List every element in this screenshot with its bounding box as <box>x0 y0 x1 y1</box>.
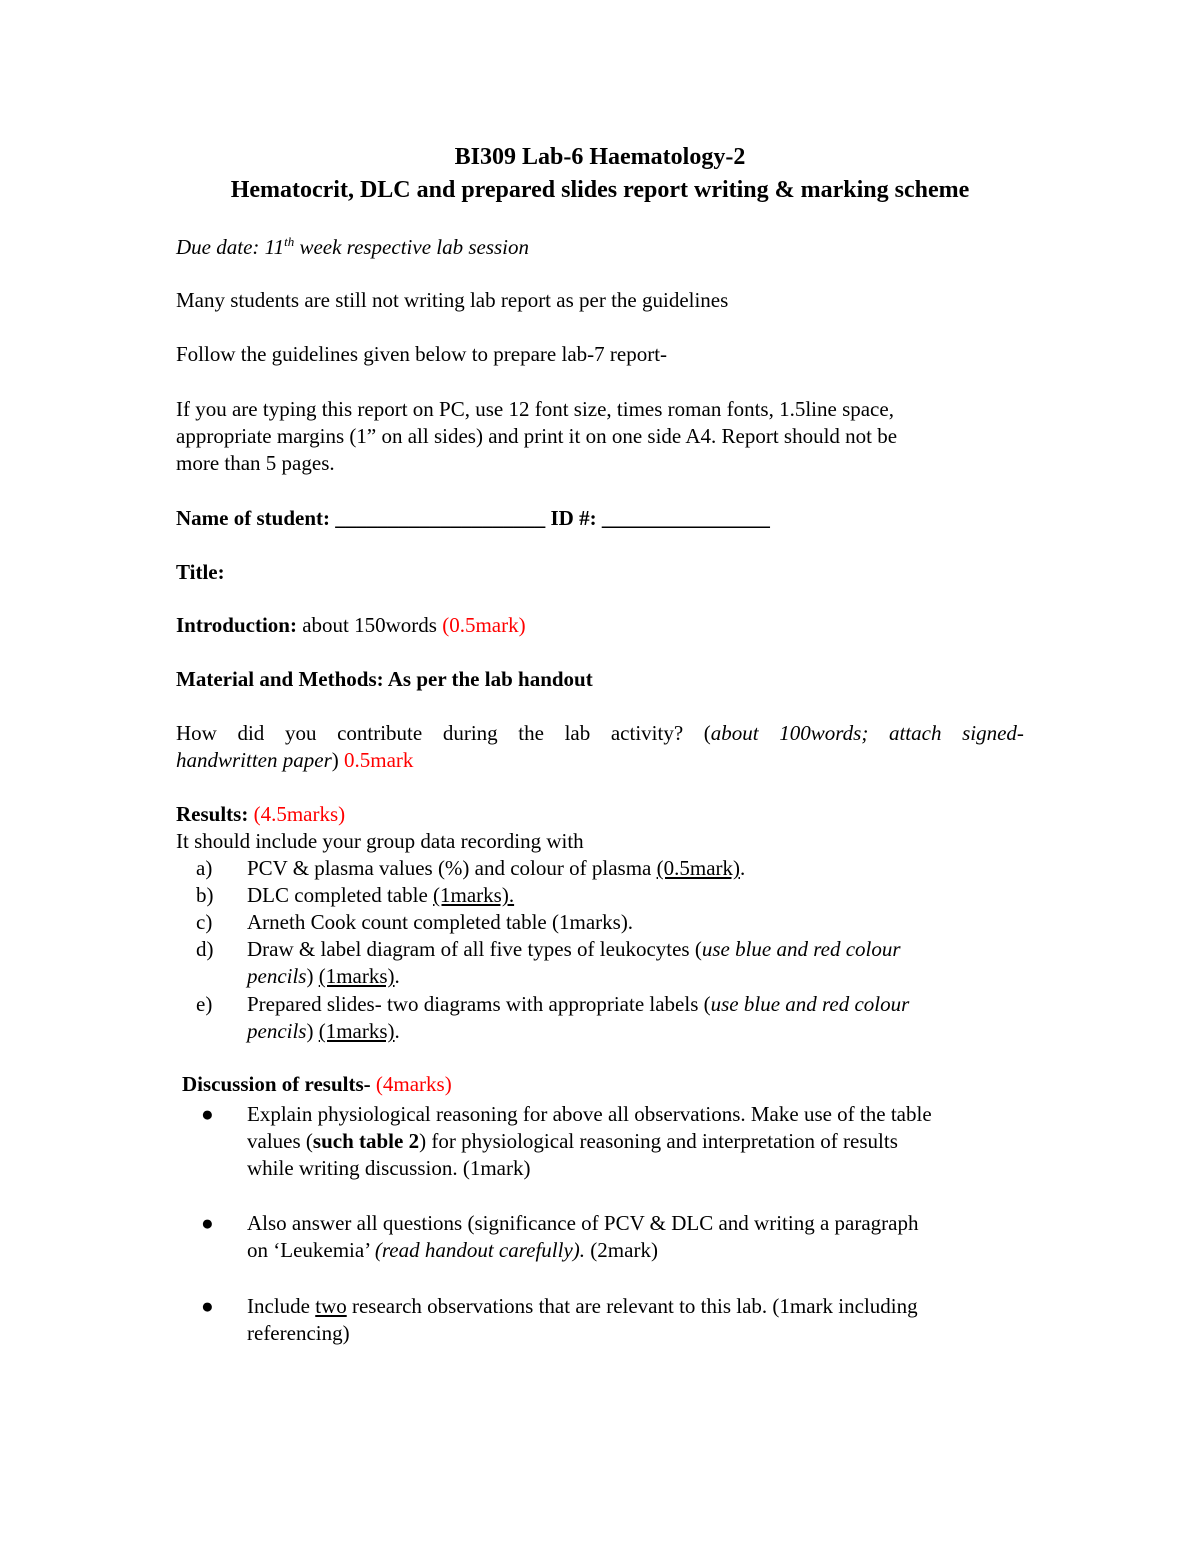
discussion-heading <box>182 1071 452 1098</box>
contribute-mark: 0.5mark <box>344 748 414 772</box>
id-label: ID #: <box>550 506 597 530</box>
list-marker-b: b) <box>196 883 214 907</box>
id-blank: ________________ <box>601 506 770 530</box>
results-item-b: DLC completed table (1marks). <box>247 883 515 907</box>
bullet-icon: ● <box>201 1102 214 1126</box>
contribute-line-2: handwritten paper) 0.5mark <box>176 748 414 772</box>
discussion-bullet-1-line-2: values (such table 2) for physiological reasoning and interpretation of results <box>247 1129 898 1153</box>
introduction-text: about 150words <box>302 613 437 637</box>
format-line-1: If you are typing this report on PC, use 12 font size, times roman fonts, 1.5line space, <box>176 397 894 421</box>
due-date: Due date: 11th week respective lab session <box>176 234 530 259</box>
discussion-bullet-2-line-2: on ‘Leukemia’ (read handout carefully). (2mark) <box>247 1238 658 1262</box>
introduction-mark: (0.5mark) <box>442 613 526 637</box>
bullet-icon: ● <box>201 1211 214 1235</box>
results-item-d-cont: pencils) (1marks). <box>247 964 400 988</box>
list-marker-d: d) <box>196 937 214 961</box>
results-item-e: Prepared slides- two diagrams with appropriate labels (use blue and red colour <box>247 992 910 1016</box>
results-heading <box>176 801 345 828</box>
results-intro: It should include your group data recording with <box>176 829 584 853</box>
introduction-label: Introduction: <box>176 613 297 637</box>
title-label: Title: <box>176 560 225 584</box>
name-id-line <box>176 505 770 532</box>
results-item-e-cont: pencils) (1marks). <box>247 1019 400 1043</box>
results-label: Results: <box>176 802 249 826</box>
introduction-line <box>176 612 526 639</box>
list-marker-c: c) <box>196 910 213 934</box>
results-item-a: PCV & plasma values (%) and colour of plasma (0.5mark). <box>247 856 746 880</box>
list-marker-a: a) <box>196 856 213 880</box>
discussion-mark: (4marks) <box>375 1072 452 1096</box>
follow-note: Follow the guidelines given below to prepare lab-7 report- <box>176 342 668 366</box>
list-marker-e: e) <box>196 992 213 1016</box>
discussion-label: Discussion of results- <box>182 1072 371 1096</box>
contribute-line-1: How did you contribute during the lab activity? (about 100words; attach signed- <box>176 721 1024 745</box>
discussion-bullet-2-line-1: Also answer all questions (significance of PCV & DLC and writing a paragraph <box>247 1211 919 1235</box>
format-line-3: more than 5 pages. <box>176 451 335 475</box>
discussion-bullet-3-line-2: referencing) <box>247 1321 350 1345</box>
results-mark: (4.5marks) <box>253 802 346 826</box>
name-label: Name of student: <box>176 506 330 530</box>
doc-title-line2: Hematocrit, DLC and prepared slides report writing & marking scheme <box>230 177 970 203</box>
methods-line: Material and Methods: As per the lab handout <box>176 667 593 691</box>
discussion-bullet-3-line-1: Include two research observations that are relevant to this lab. (1mark including <box>247 1294 918 1318</box>
name-blank: ____________________ <box>335 506 546 530</box>
results-item-c: Arneth Cook count completed table (1marks). <box>247 910 634 934</box>
guidelines-note: Many students are still not writing lab report as per the guidelines <box>176 288 729 312</box>
format-line-2: appropriate margins (1” on all sides) and print it on one side A4. Report should not be <box>176 424 898 448</box>
results-item-d: Draw & label diagram of all five types of leukocytes (use blue and red colour <box>247 937 901 961</box>
discussion-bullet-1-line-3: while writing discussion. (1mark) <box>247 1156 531 1180</box>
bullet-icon: ● <box>201 1294 214 1318</box>
doc-title-line1: BI309 Lab-6 Haematology-2 <box>454 144 746 170</box>
discussion-bullet-1-line-1: Explain physiological reasoning for above all observations. Make use of the table <box>247 1102 932 1126</box>
